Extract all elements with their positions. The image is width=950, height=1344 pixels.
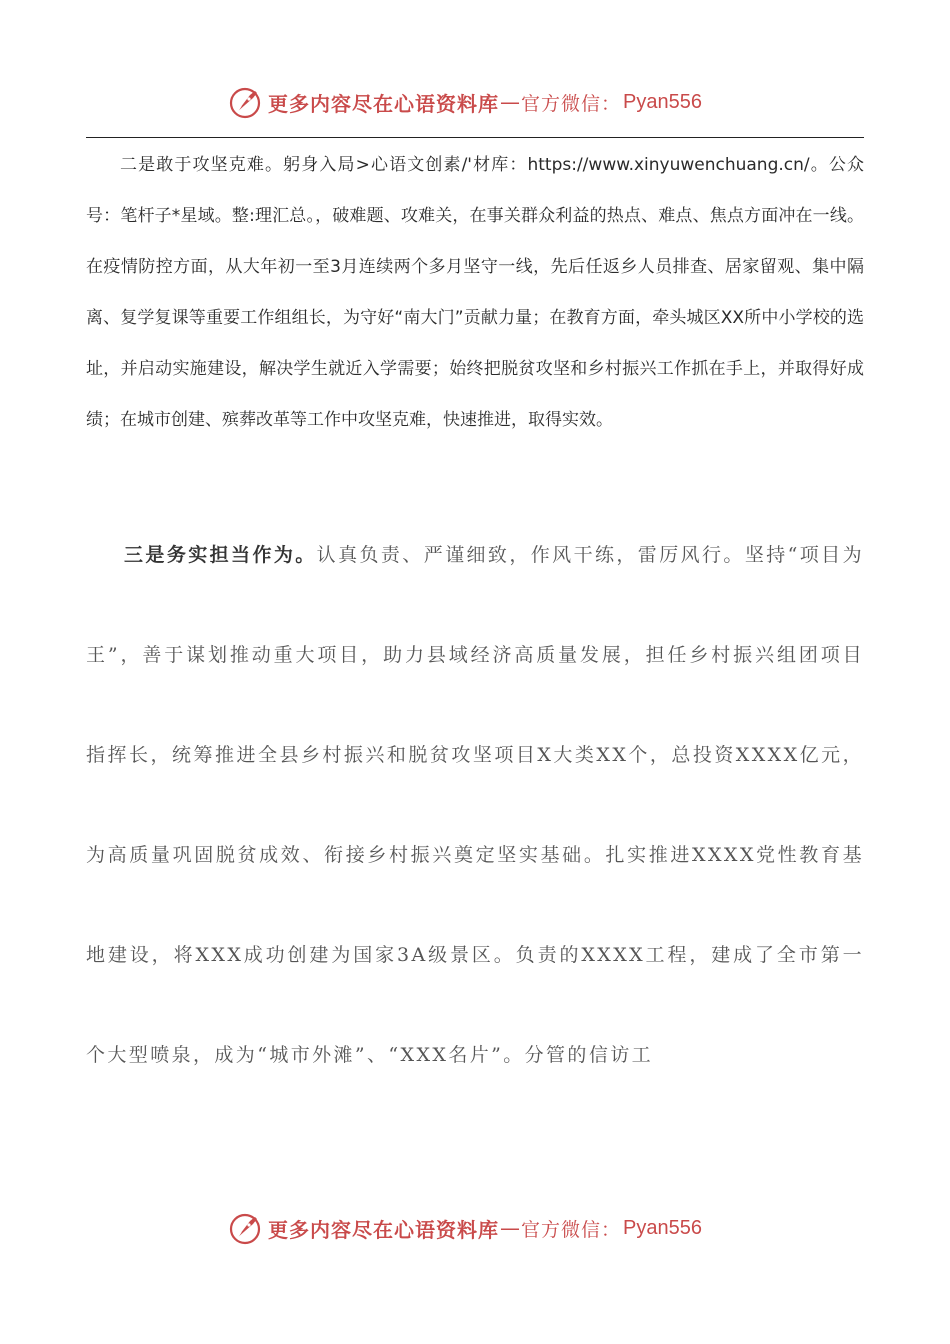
- header-brand-banner: [228, 84, 702, 120]
- brand-dash: —: [500, 90, 520, 114]
- pen-nib-logo-icon: [228, 84, 264, 120]
- brand-dash: —: [500, 1216, 520, 1240]
- brand-wechat-id: Pyan556: [623, 1216, 702, 1239]
- brand-wechat-id: Pyan556: [623, 90, 702, 113]
- header-divider: [86, 137, 864, 138]
- brand-title: 更多内容尽在心语资料库: [268, 1217, 499, 1242]
- paragraph-two: 二是敢于攻坚克难。躬身入局>心语文创素/'材库：https://www.xinyuwenchuang.cn/。公众号：笔杆子*星域。整:理汇总。，破难题、攻难关，在事关群众利益的热点、难点、焦点方面冲在一线。在疫情防控方面，从大年初一至3月连续两个多月坚守一线，先后任返乡人员排查、居家留观、集中隔离、复学复课等重要工作组组长，为守好“南大门”贡献力量；在教育方面，牵头城区XX所中小学校的选址，并启动实施建设，解决学生就近入学需要；始终把脱贫攻坚和乡村振兴工作抓在手上，并取得好成绩；在城市创建、殡葬改革等工作中攻坚克难，快速推进，取得实效。: [86, 155, 864, 430]
- brand-wechat-label: 官方微信：: [521, 92, 622, 115]
- paragraph-three: [86, 505, 864, 1105]
- footer-brand-banner: [228, 1210, 702, 1246]
- pen-nib-logo-icon: [228, 1210, 264, 1246]
- brand-title: 更多内容尽在心语资料库: [268, 91, 499, 116]
- paragraph-three-heading: 三是务实担当作为。: [124, 544, 317, 566]
- paragraph-three-body: 认真负责、严谨细致，作风干练，雷厉风行。坚持“项目为王”，善于谋划推动重大项目，助力县域经济高质量发展，担任乡村振兴组团项目指挥长，统筹推进全县乡村振兴和脱贫攻坚项目X大类XX个，总投资XXXX亿元，为高质量巩固脱贫成效、衔接乡村振兴奠定坚实基础。扎实推进XXXX党性教育基地建设，将XXX成功创建为国家3A级景区。负责的XXXX工程，建成了全市第一个大型喷泉，成为“城市外滩”、“XXX名片”。分管的信访工: [86, 544, 864, 1066]
- brand-wechat-label: 官方微信：: [521, 1218, 622, 1241]
